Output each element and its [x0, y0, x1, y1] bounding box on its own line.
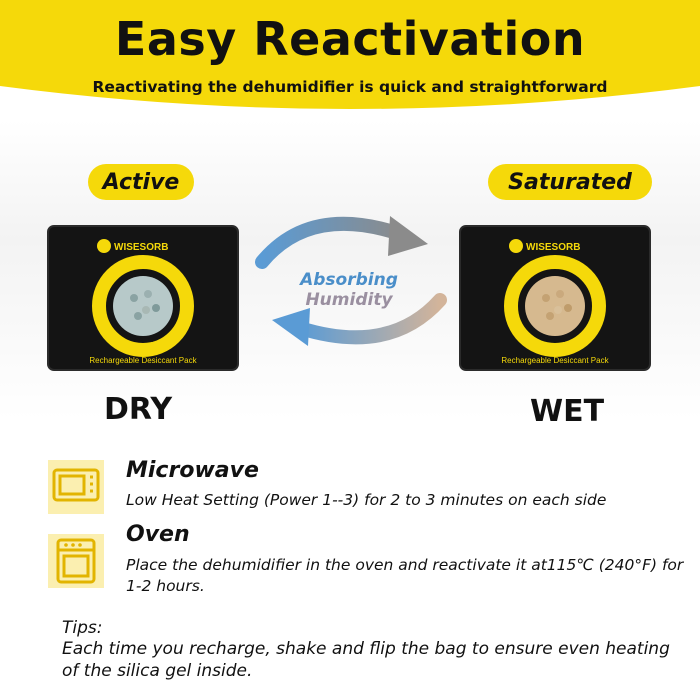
wet-beads [525, 276, 585, 336]
absorbing-word: Absorbing [300, 270, 398, 290]
microwave-description: Low Heat Setting (Power 1--3) for 2 to 3 minutes on each side [126, 491, 607, 509]
oven-icon [48, 534, 104, 588]
visual-label: Visual [544, 337, 566, 344]
active-pill: Active [88, 164, 194, 200]
dry-desiccant-bag [46, 224, 240, 372]
dry-beads [113, 276, 173, 336]
oven-title: Oven [126, 522, 190, 547]
bag-brand: WISESORB [526, 242, 581, 253]
saturated-pill: Saturated [488, 164, 652, 200]
dry-label: DRY [104, 392, 173, 427]
absorbing-humidity-label [256, 270, 442, 310]
page-title: Easy Reactivation [114, 12, 586, 66]
tips-text: Each time you recharge, shake and flip the bag to ensure even heating of the silica gel inside. [62, 639, 670, 681]
microwave-icon [48, 460, 104, 514]
wet-label: WET [530, 394, 605, 429]
page-subtitle: Reactivating the dehumidifier is quick and straightforward [92, 78, 608, 96]
microwave-title: Microwave [126, 458, 259, 483]
humidity-word: Humidity [305, 290, 393, 310]
wet-desiccant-bag [458, 224, 652, 372]
brand-logo-icon [509, 239, 523, 253]
bag-footer: Rechargeable Desiccant Pack [89, 356, 197, 365]
brand-logo-icon [97, 239, 111, 253]
bag-footer: Rechargeable Desiccant Pack [501, 356, 609, 365]
oven-description: Place the dehumidifier in the oven and reactivate it at115℃ (240°F) for 1-2 hours. [126, 556, 684, 595]
bag-brand: WISESORB [114, 242, 169, 253]
tips-label: Tips: [62, 618, 103, 638]
visual-label: Visual [132, 337, 154, 344]
